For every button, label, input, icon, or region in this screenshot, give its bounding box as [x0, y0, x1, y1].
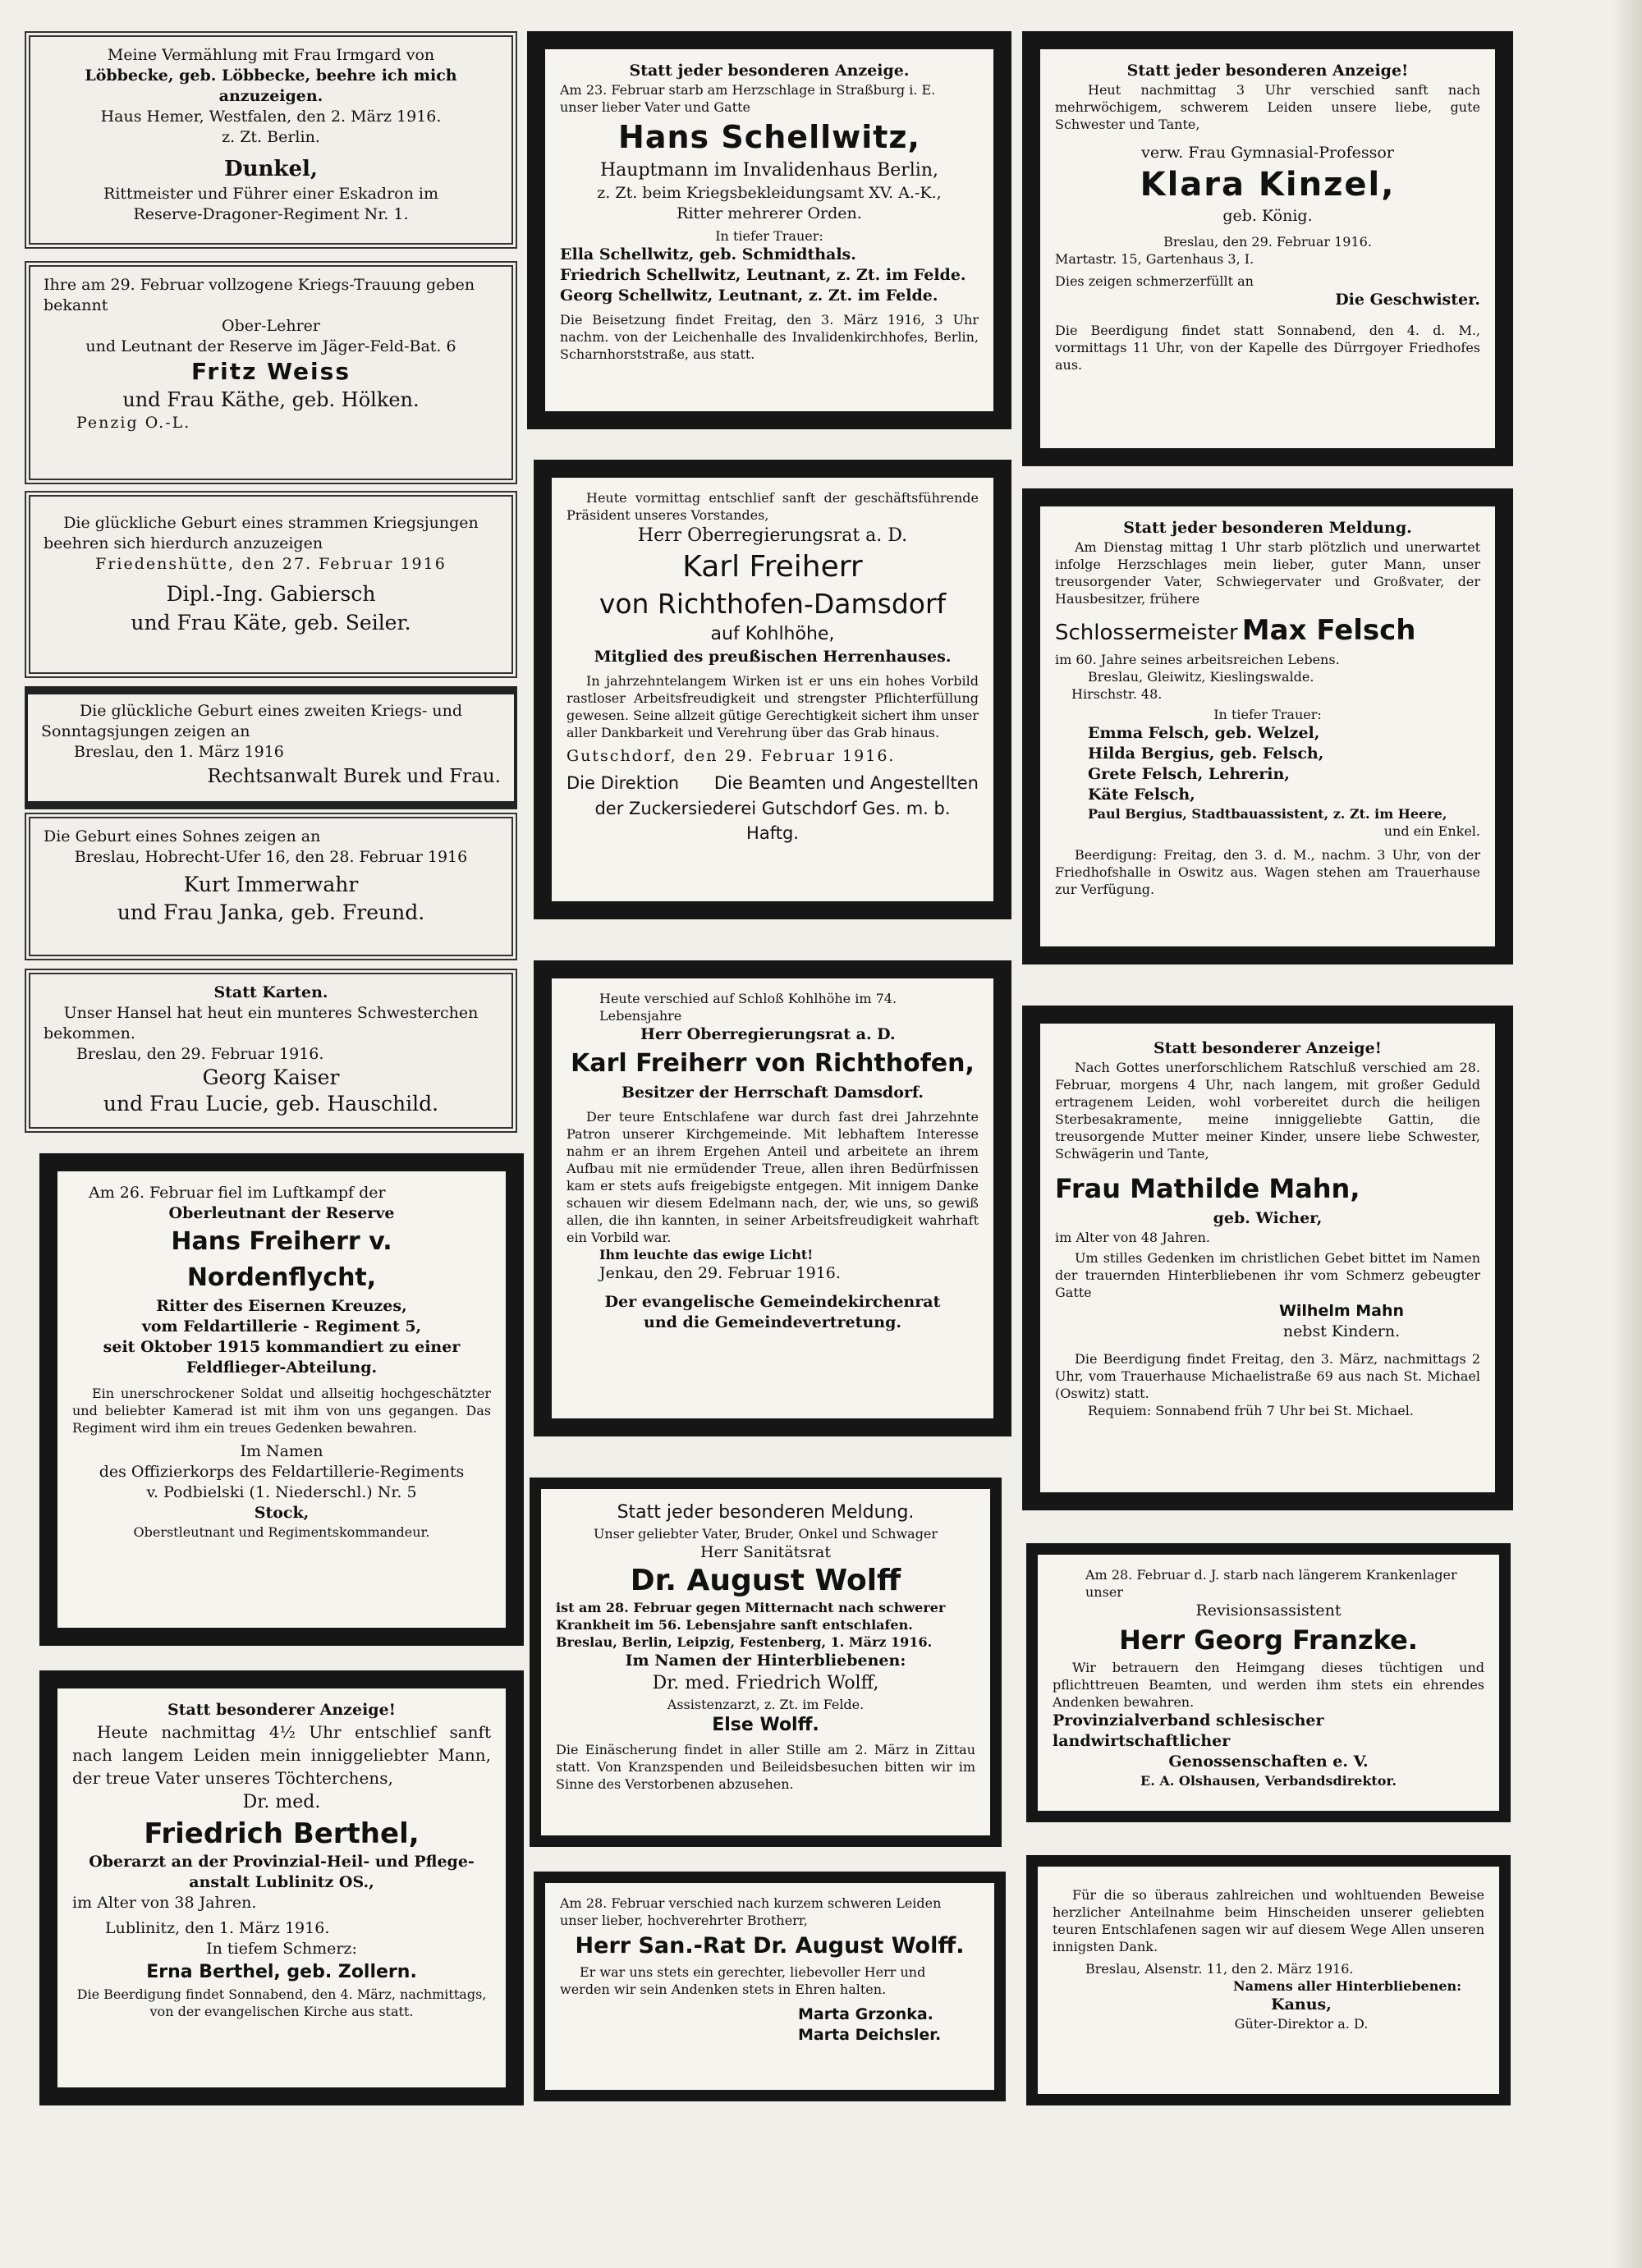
text-line: Lublinitz, den 1. März 1916.: [105, 1919, 330, 1937]
body-text: Heut nachmittag 3 Uhr verschied sanft nach mehrwöchigem, schwerem Leiden unsere liebe, gute Schwester und Tante,: [1055, 82, 1480, 132]
text-line: Rittmeister und Führer einer Eskadron im: [103, 185, 438, 203]
text-line: Georg Schellwitz, Leutnant, z. Zt. im Felde.: [560, 286, 938, 305]
name-heading: Dunkel,: [224, 157, 318, 181]
body-text: Heute vormittag entschlief sanft der geschäftsführende Präsident unseres Vorstandes,: [566, 490, 979, 523]
text-line: Dipl.-Ing. Gabiersch: [166, 582, 376, 606]
text-line: Georg Kaiser: [202, 1065, 340, 1089]
ad-wedding-dunkel: [25, 31, 517, 249]
text-line: Stock,: [254, 1504, 310, 1522]
ad-inner: [1038, 1867, 1499, 2094]
ad-birth-burek: [25, 686, 517, 809]
text-line: Gutschdorf, den 29. Februar 1916.: [566, 747, 896, 765]
text-line: anstalt Lublinitz OS.,: [189, 1873, 374, 1891]
text-line: Käte Felsch,: [1088, 786, 1195, 804]
text-line: und ein Enkel.: [1383, 823, 1480, 839]
text-line: Dr. med. Friedrich Wolff,: [652, 1673, 879, 1693]
text-line: Breslau, Berlin, Leipzig, Festenberg, 1. März 1916.: [556, 1634, 933, 1650]
ad-kanus: [1026, 1855, 1511, 2105]
text-line: Schlossermeister: [1055, 621, 1238, 645]
text-line: Breslau, Hobrecht-Ufer 16, den 28. Februar 1916: [74, 848, 468, 866]
text-line: im Alter von 48 Jahren.: [1055, 1230, 1210, 1245]
ad-kinzel: [1022, 31, 1513, 466]
ad-inner: [57, 1171, 506, 1628]
ad-nordenflycht: [39, 1153, 524, 1646]
text-line: Martastr. 15, Gartenhaus 3, I.: [1055, 251, 1254, 267]
body-text: Die Einäscherung findet in aller Stille am 2. März in Zittau statt. Von Kranzspenden und Beileidsbesuchen bitten wir im Sinne des Verstorbenen abzusehen.: [556, 1742, 975, 1792]
text-line: Oberarzt an der Provinzial-Heil- und Pflege-: [89, 1853, 475, 1871]
text-line: und Frau Käte, geb. Seiler.: [131, 611, 411, 635]
text-line: Die glückliche Geburt eines strammen Kriegsjungen: [63, 514, 479, 532]
body-text: Die Beerdigung findet statt Sonnabend, den 4. d. M., vormittags 11 Uhr, von der Kapelle des Dürrgoyer Friedhofes aus.: [1055, 323, 1480, 373]
signature: Genossenschaften e. V.: [1168, 1753, 1369, 1771]
text-line: Löbbecke, geb. Löbbecke, beehre ich mich anzuzeigen.: [85, 66, 457, 105]
text-line: Ella Schellwitz, geb. Schmidthals.: [560, 245, 856, 263]
text-line: Friedenshütte, den 27. Februar 1916: [95, 555, 447, 573]
name-heading: Hans Schellwitz,: [618, 119, 920, 155]
text-line: Kurt Immerwahr: [183, 873, 359, 896]
ad-inner: [552, 978, 993, 1418]
text-line: In tiefer Trauer:: [1213, 707, 1322, 722]
ad-inner: [545, 49, 993, 411]
ad-inner: [552, 478, 993, 901]
text-line: Die glückliche Geburt eines zweiten Kriegs- und: [79, 702, 463, 720]
heading: Statt jeder besonderen Anzeige!: [1126, 62, 1409, 80]
text-line: des Offizierkorps des Feldartillerie-Regiments: [99, 1463, 465, 1481]
ad-birth-kaiser: [25, 969, 517, 1133]
text-line: Ihre am 29. Februar vollzogene Kriegs-Trauung geben: [44, 276, 475, 294]
heading: Statt Karten.: [213, 983, 328, 1001]
body-text: Nach Gottes unerforschlichem Ratschluß verschied am 28. Februar, morgens 4 Uhr, nach langem, mit großer Geduld ertragenem Leiden, wohl vorbereitet durch die heiligen Sterbesakramente, meine inniggeliebte Gattin, die treusorgende Mutter meiner Kinder, unsere liebe Schwester, Schwägerin und Tante,: [1055, 1060, 1480, 1161]
text-line: Unser Hansel hat heut ein munteres Schwesterchen: [63, 1004, 479, 1022]
text-line: im 60. Jahre seines arbeitsreichen Lebens.: [1055, 652, 1340, 667]
ad-inner: [545, 1883, 994, 2090]
text-line: Heute verschied auf Schloß Kohlhöhe im 74. Lebensjahre: [599, 991, 897, 1024]
text-line: Hilda Bergius, geb. Felsch,: [1088, 745, 1324, 763]
text-line: Emma Felsch, geb. Welzel,: [1088, 724, 1320, 742]
name-heading: von Richthofen-Damsdorf: [599, 588, 947, 620]
text-line: Breslau, Alsenstr. 11, den 2. März 1916.: [1085, 1961, 1354, 1977]
text-line: Rechtsanwalt Burek und Frau.: [207, 766, 501, 787]
text-line: Oberleutnant der Reserve: [168, 1204, 395, 1222]
text-line: und Frau Lucie, geb. Hauschild.: [103, 1092, 439, 1116]
text-line: Ihm leuchte das ewige Licht!: [599, 1247, 814, 1262]
signature: der Zuckersiederei Gutschdorf Ges. m. b. Haftg.: [594, 799, 951, 843]
heading: Statt besonderer Anzeige!: [167, 1701, 396, 1719]
text-line: Hauptmann im Invalidenhaus Berlin,: [599, 160, 939, 181]
signature: Marta Deichsler.: [798, 2026, 942, 2044]
text-line: Am 23. Februar starb am Herzschlage in Straßburg i. E.: [560, 82, 936, 98]
text-line: bekommen.: [44, 1024, 135, 1042]
text-line: Die Geburt eines Sohnes zeigen an: [44, 827, 321, 845]
body-text: Der teure Entschlafene war durch fast drei Jahrzehnte Patron unserer Kirchgemeinde. Mit lebhaftem Interesse nahm er an ihrem Ergehen Anteil und arbeitete an ihrem Aufbau mit nie ermüdender Treue, allen ihren Bedürfnissen kam er stets aufs freigebigste entgegen. Mit innigem Danke schauen wir diesem Edelmann nach, der, wie uns, so gewiß allen, die ihn kannten, in seiner Arbeitsfreudigkeit wahrhaft ein Vorbild war.: [566, 1109, 979, 1245]
signature: Provinzialverband schlesischer landwirtschaftlicher: [1053, 1711, 1324, 1750]
name-heading: Friedrich Berthel,: [144, 1817, 420, 1850]
text-line: geb. König.: [1222, 207, 1313, 225]
ad-inner: [1040, 1024, 1495, 1492]
text-line: und Frau Janka, geb. Freund.: [117, 900, 425, 924]
text-line: Ober-Lehrer: [222, 317, 320, 335]
signature: Die Beamten und Angestellten: [713, 773, 979, 793]
text-line: auf Kohlhöhe,: [710, 624, 835, 644]
ad-inner: [1040, 49, 1495, 448]
signature: nebst Kindern.: [1282, 1322, 1401, 1340]
body-text: Er war uns stets ein gerechter, liebevoller Herr und werden wir sein Andenken stets in Ehren halten.: [560, 1964, 926, 1997]
text-line: seit Oktober 1915 kommandiert zu einer: [103, 1338, 461, 1356]
text-line: In tiefem Schmerz:: [206, 1940, 357, 1958]
text-line: und Frau Käthe, geb. Hölken.: [122, 388, 420, 411]
name-heading: Max Felsch: [1241, 614, 1416, 647]
ad-inner: [1038, 1555, 1499, 1811]
text-line: bekannt: [44, 296, 108, 314]
body-text: ist am 28. Februar gegen Mitternacht nach schwerer Krankheit im 56. Lebensjahre sanft entschlafen.: [556, 1600, 946, 1633]
text-line: vom Feldartillerie - Regiment 5,: [141, 1317, 422, 1336]
signature: Die Geschwister.: [1335, 291, 1480, 309]
text-line: Friedrich Schellwitz, Leutnant, z. Zt. im Felde.: [560, 266, 966, 284]
name-heading: Klara Kinzel,: [1140, 166, 1396, 204]
name-heading: Dr. August Wolff: [630, 1564, 901, 1597]
heading: Statt jeder besonderen Meldung.: [1123, 519, 1412, 537]
text-line: Güter-Direktor a. D.: [1234, 2016, 1369, 2032]
ad-birth-gabiersch: [25, 491, 517, 678]
name-heading: Fritz Weiss: [191, 358, 351, 385]
text-line: Ritter des Eisernen Kreuzes,: [156, 1297, 407, 1315]
name-heading: Herr Georg Franzke.: [1119, 1624, 1418, 1656]
ad-wedding-weiss: [25, 261, 517, 484]
name-heading: Frau Mathilde Mahn,: [1055, 1173, 1360, 1204]
ad-wolff-staff: [534, 1872, 1006, 2101]
ad-felsch: [1022, 488, 1513, 964]
body-text: Am Dienstag mittag 1 Uhr starb plötzlich und unerwartet infolge Herzschlages mein lieber, guter Mann, unser treusorgender Vater, Schwiegervater und Großvater, der Hausbesitzer, frühere: [1055, 539, 1480, 607]
text-line: Jenkau, den 29. Februar 1916.: [599, 1264, 841, 1282]
text-line: Penzig O.-L.: [76, 414, 191, 432]
ad-mahn: [1022, 1006, 1513, 1510]
text-line: Herr Oberregierungsrat a. D.: [640, 1025, 896, 1043]
ad-berthel: [39, 1670, 524, 2105]
text-line: Reserve-Dragoner-Regiment Nr. 1.: [133, 205, 409, 223]
text-line: verw. Frau Gymnasial-Professor: [1141, 144, 1394, 162]
heading: Statt besonderer Anzeige!: [1154, 1039, 1382, 1057]
ad-franzke: [1026, 1543, 1511, 1822]
text-line: In tiefer Trauer:: [715, 228, 823, 244]
body-text: In jahrzehntelangem Wirken ist er uns ein hohes Vorbild rastloser Arbeitsfreudigkeit und strengster Pflichterfüllung gewesen. Seine allzeit gütige Gerechtigkeit sichert ihm unser aller Dankbarkeit und Verehrung über das Grab hinaus.: [566, 673, 979, 740]
ad-inner: [1040, 506, 1495, 946]
name-heading: Karl Freiherr: [682, 550, 863, 584]
ad-richthofen-direktion: [534, 460, 1011, 919]
text-line: Paul Bergius, Stadtbauassistent, z. Zt. im Heere,: [1088, 806, 1447, 822]
text-line: im Alter von 38 Jahren.: [72, 1894, 257, 1912]
text-line: Sonntagsjungen zeigen an: [41, 722, 250, 740]
signature: Wilhelm Mahn: [1278, 1302, 1405, 1320]
text-line: Dr. med.: [242, 1792, 321, 1812]
text-line: unser lieber Vater und Gatte: [560, 99, 751, 115]
name-heading: Karl Freiherr von Richthofen,: [571, 1049, 975, 1078]
text-line: z. Zt. beim Kriegsbekleidungsamt XV. A.-K.,: [597, 184, 942, 202]
text-line: Herr Oberregierungsrat a. D.: [637, 525, 908, 546]
heading: Statt jeder besonderen Anzeige.: [629, 62, 910, 80]
ad-richthofen-gemeinde: [534, 960, 1011, 1436]
body-text: Um stilles Gedenken im christlichen Gebet bittet im Namen der trauernden Hinterbliebenen ihr vom Schmerz gebeugter Gatte: [1055, 1250, 1480, 1300]
ad-wolff-family: [530, 1478, 1002, 1847]
text-line: und Leutnant der Reserve im Jäger-Feld-Bat. 6: [85, 337, 456, 355]
text-line: Grete Felsch, Lehrerin,: [1088, 765, 1290, 783]
ad-inner: [541, 1489, 990, 1835]
text-line: Namens aller Hinterbliebenen:: [1233, 1978, 1462, 1994]
signature: Die Direktion: [566, 773, 680, 793]
text-line: Im Namen der Hinterbliebenen:: [625, 1652, 906, 1670]
text-line: v. Podbielski (1. Niederschl.) Nr. 5: [146, 1483, 417, 1501]
text-line: Ritter mehrerer Orden.: [677, 204, 862, 222]
text-line: Am 26. Februar fiel im Luftkampf der: [89, 1184, 386, 1202]
text-line: z. Zt. Berlin.: [222, 128, 320, 146]
text-line: Dies zeigen schmerzerfüllt an: [1055, 273, 1254, 289]
signature: Marta Grzonka.: [798, 2005, 933, 2023]
body-text: Am 28. Februar verschied nach kurzem schweren Leiden unser lieber, hochverehrter Brotherr,: [560, 1895, 942, 1928]
body-text: Am 28. Februar d. J. starb nach längerem Krankenlager unser: [1085, 1567, 1457, 1600]
name-heading: Hans Freiherr v. Nordenflycht,: [171, 1227, 392, 1292]
text-line: Breslau, den 1. März 1916: [74, 743, 284, 761]
text-line: Die Beerdigung findet Sonnabend, den 4. März, nachmittags, von der evangelischen Kirche aus statt.: [76, 1986, 487, 2019]
body-text: Für die so überaus zahlreichen und wohltuenden Beweise herzlicher Anteilnahme beim Hinscheiden unserer geliebten teuren Entschlafenen sagen wir auf diesem Wege Allen unseren innigsten Dank.: [1053, 1887, 1484, 1954]
text-line: Besitzer der Herrschaft Damsdorf.: [621, 1084, 924, 1102]
name-heading: Herr San.-Rat Dr. August Wolff.: [575, 1933, 965, 1959]
text-line: Haus Hemer, Westfalen, den 2. März 1916.: [100, 108, 442, 126]
text-line: Hirschstr. 48.: [1071, 686, 1163, 702]
signature: Der evangelische Gemeindekirchenrat: [604, 1293, 941, 1311]
body-text: Die Beerdigung findet Freitag, den 3. März, nachmittags 2 Uhr, vom Trauerhause Michaelistraße 69 aus nach St. Michael (Oswitz) statt.: [1055, 1351, 1480, 1401]
heading: Statt jeder besonderen Meldung.: [617, 1502, 915, 1523]
text-line: Meine Vermählung mit Frau Irmgard von: [107, 46, 435, 64]
ad-schellwitz: [527, 31, 1011, 429]
ad-birth-immerwahr: [25, 813, 517, 960]
text-line: Breslau, Gleiwitz, Kieslingswalde.: [1088, 669, 1314, 685]
text-line: Requiem: Sonnabend früh 7 Uhr bei St. Michael.: [1088, 1403, 1414, 1418]
page-edge: [1613, 0, 1642, 2268]
signature: und die Gemeindevertretung.: [644, 1313, 901, 1331]
body-text: Wir betrauern den Heimgang dieses tüchtigen und pflichttreuen Beamten, und werden ihm stets ein ehrendes Andenken bewahren.: [1053, 1660, 1484, 1710]
text-line: beehren sich hierdurch anzuzeigen: [44, 534, 323, 552]
body-text: Ein unerschrockener Soldat und allseitig hochgeschätzter und beliebter Kamerad ist mit ihm von uns gegangen. Das Regiment wird ihm ein treues Gedenken bewahren.: [72, 1386, 491, 1436]
text-line: Revisionsassistent: [1195, 1601, 1342, 1620]
text-line: Else Wolff.: [712, 1715, 819, 1735]
text-line: Unser geliebter Vater, Bruder, Onkel und Schwager: [593, 1526, 938, 1542]
signature: Kanus,: [1271, 1995, 1332, 2014]
signature: E. A. Olshausen, Verbandsdirektor.: [1140, 1773, 1397, 1789]
body-text: Beerdigung: Freitag, den 3. d. M., nachm. 3 Uhr, von der Friedhofshalle in Oswitz aus. Wagen stehen am Trauerhause zur Verfügung.: [1055, 847, 1480, 897]
text-line: Breslau, den 29. Februar 1916.: [76, 1045, 324, 1063]
text-line: Im Namen: [240, 1442, 323, 1460]
text-line: Feldflieger-Abteilung.: [186, 1359, 378, 1377]
text-line: Oberstleutnant und Regimentskommandeur.: [133, 1524, 430, 1540]
ad-inner: [57, 1688, 506, 2087]
text-line: Breslau, den 29. Februar 1916.: [1163, 234, 1372, 250]
text-line: Assistenzarzt, z. Zt. im Felde.: [667, 1697, 865, 1712]
text-line: Erna Berthel, geb. Zollern.: [146, 1962, 417, 1982]
body-text: Heute nachmittag 4½ Uhr entschlief sanft nach langem Leiden mein inniggeliebter Mann, der treue Vater unseres Töchterchens,: [72, 1722, 491, 1788]
body-text: Die Beisetzung findet Freitag, den 3. März 1916, 3 Uhr nachm. von der Leichenhalle des Invalidenkirchhofes, Berlin, Scharnhorststraße, aus statt.: [560, 312, 979, 362]
text-line: geb. Wicher,: [1213, 1209, 1323, 1227]
text-line: Mitglied des preußischen Herrenhauses.: [594, 648, 952, 666]
text-line: Herr Sanitätsrat: [699, 1543, 832, 1561]
